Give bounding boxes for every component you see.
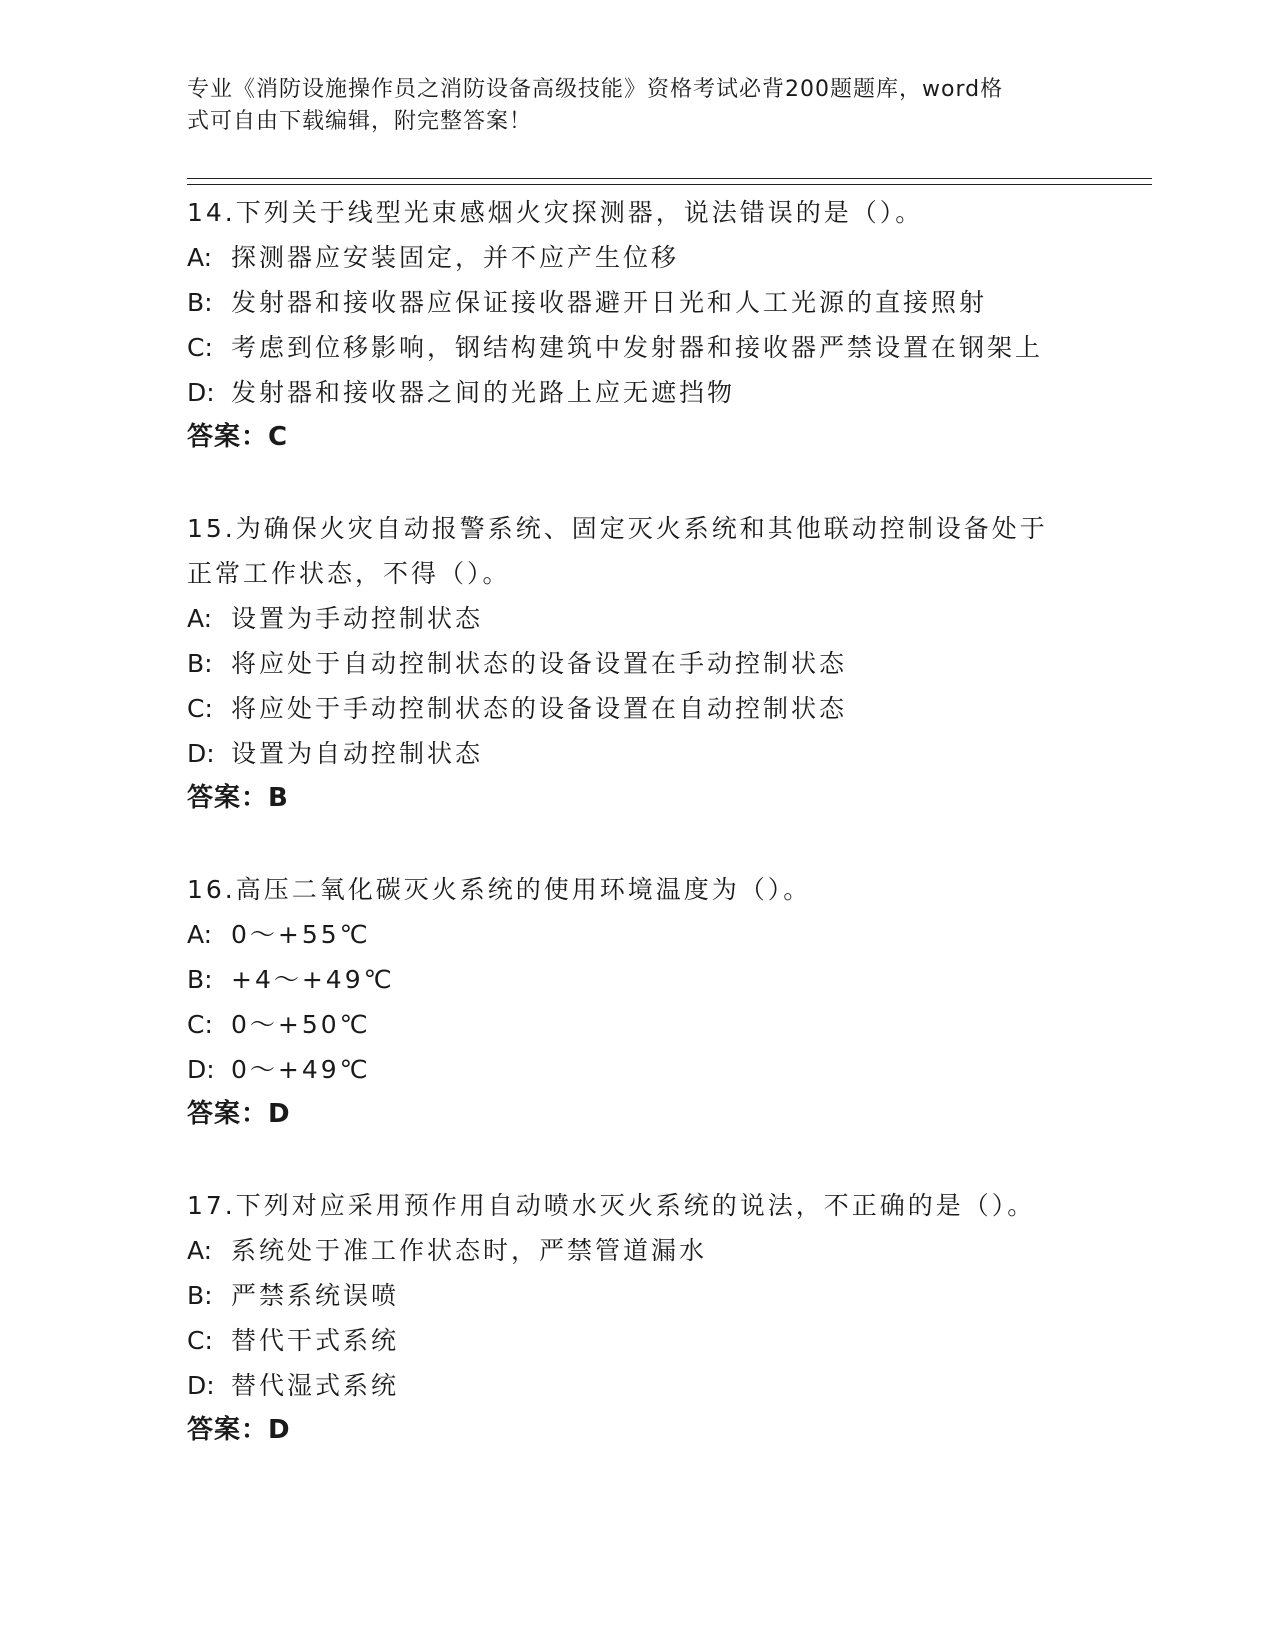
option-label: A: xyxy=(187,604,213,633)
option-text: 发射器和接收器之间的光路上应无遮挡物 xyxy=(231,378,736,407)
option-label: B: xyxy=(187,649,213,678)
answer-line: 答案：D xyxy=(187,1415,291,1445)
option-b xyxy=(187,641,1187,686)
option-d xyxy=(187,1047,1187,1092)
option-text: 0～+50℃ xyxy=(231,1010,371,1039)
option-d xyxy=(187,731,1187,776)
question-stem: 17.下列对应采用预作用自动喷水灭火系统的说法，不正确的是（）。 xyxy=(187,1191,1036,1220)
question-15 xyxy=(187,506,1187,821)
option-label: D: xyxy=(187,1371,215,1400)
option-label: C: xyxy=(187,333,213,362)
option-label: C: xyxy=(187,1326,213,1355)
option-a xyxy=(187,912,1187,957)
header-line-2: 式可自由下载编辑，附完整答案！ xyxy=(187,109,533,134)
question-stem-continued: 正常工作状态，不得（）。 xyxy=(187,559,511,588)
option-a xyxy=(187,596,1187,641)
option-text: 探测器应安装固定，并不应产生位移 xyxy=(231,243,680,272)
answer-line: 答案：C xyxy=(187,422,289,452)
option-c xyxy=(187,686,1187,731)
option-text: 严禁系统误喷 xyxy=(231,1281,400,1310)
option-text: 将应处于自动控制状态的设备设置在手动控制状态 xyxy=(231,649,848,678)
question-stem: 16.高压二氧化碳灭火系统的使用环境温度为（）。 xyxy=(187,875,812,904)
option-text: 0～+49℃ xyxy=(231,1055,371,1084)
question-16 xyxy=(187,867,1187,1137)
option-a xyxy=(187,235,1187,280)
option-label: D: xyxy=(187,739,215,768)
option-label: A: xyxy=(187,1236,213,1265)
answer-line: 答案：D xyxy=(187,1099,291,1129)
option-b xyxy=(187,280,1187,325)
option-label: D: xyxy=(187,1055,215,1084)
option-b xyxy=(187,1273,1187,1318)
option-label: B: xyxy=(187,288,213,317)
option-label: A: xyxy=(187,920,213,949)
option-text: 考虑到位移影响，钢结构建筑中发射器和接收器严禁设置在钢架上 xyxy=(231,333,1044,362)
option-text: 发射器和接收器应保证接收器避开日光和人工光源的直接照射 xyxy=(231,288,988,317)
header-divider-bottom xyxy=(187,184,1152,185)
option-label: B: xyxy=(187,1281,213,1310)
option-c xyxy=(187,1318,1187,1363)
question-list xyxy=(187,190,1187,1499)
option-text: 设置为自动控制状态 xyxy=(231,739,484,768)
option-text: 替代干式系统 xyxy=(231,1326,400,1355)
option-label: C: xyxy=(187,694,213,723)
option-d xyxy=(187,1363,1187,1408)
option-text: +4～+49℃ xyxy=(231,965,395,994)
option-label: A: xyxy=(187,243,213,272)
option-label: D: xyxy=(187,378,215,407)
question-14 xyxy=(187,190,1187,460)
option-text: 设置为手动控制状态 xyxy=(231,604,484,633)
header-line-1: 专业《消防设施操作员之消防设备高级技能》资格考试必背200题题库，word格 xyxy=(187,77,1004,102)
option-a xyxy=(187,1228,1187,1273)
question-stem: 14.下列关于线型光束感烟火灾探测器，说法错误的是（）。 xyxy=(187,198,924,227)
option-label: C: xyxy=(187,1010,213,1039)
option-text: 替代湿式系统 xyxy=(231,1371,400,1400)
option-text: 系统处于准工作状态时，严禁管道漏水 xyxy=(231,1236,708,1265)
answer-line: 答案：B xyxy=(187,783,289,813)
question-17 xyxy=(187,1183,1187,1453)
option-b xyxy=(187,957,1187,1002)
question-stem: 15.为确保火灾自动报警系统、固定灭火系统和其他联动控制设备处于 xyxy=(187,514,1048,543)
option-label: B: xyxy=(187,965,213,994)
header-divider-top xyxy=(187,178,1152,179)
option-text: 将应处于手动控制状态的设备设置在自动控制状态 xyxy=(231,694,848,723)
document-header xyxy=(187,74,1067,138)
option-c xyxy=(187,325,1187,370)
option-d xyxy=(187,370,1187,415)
option-c xyxy=(187,1002,1187,1047)
option-text: 0～+55℃ xyxy=(231,920,371,949)
